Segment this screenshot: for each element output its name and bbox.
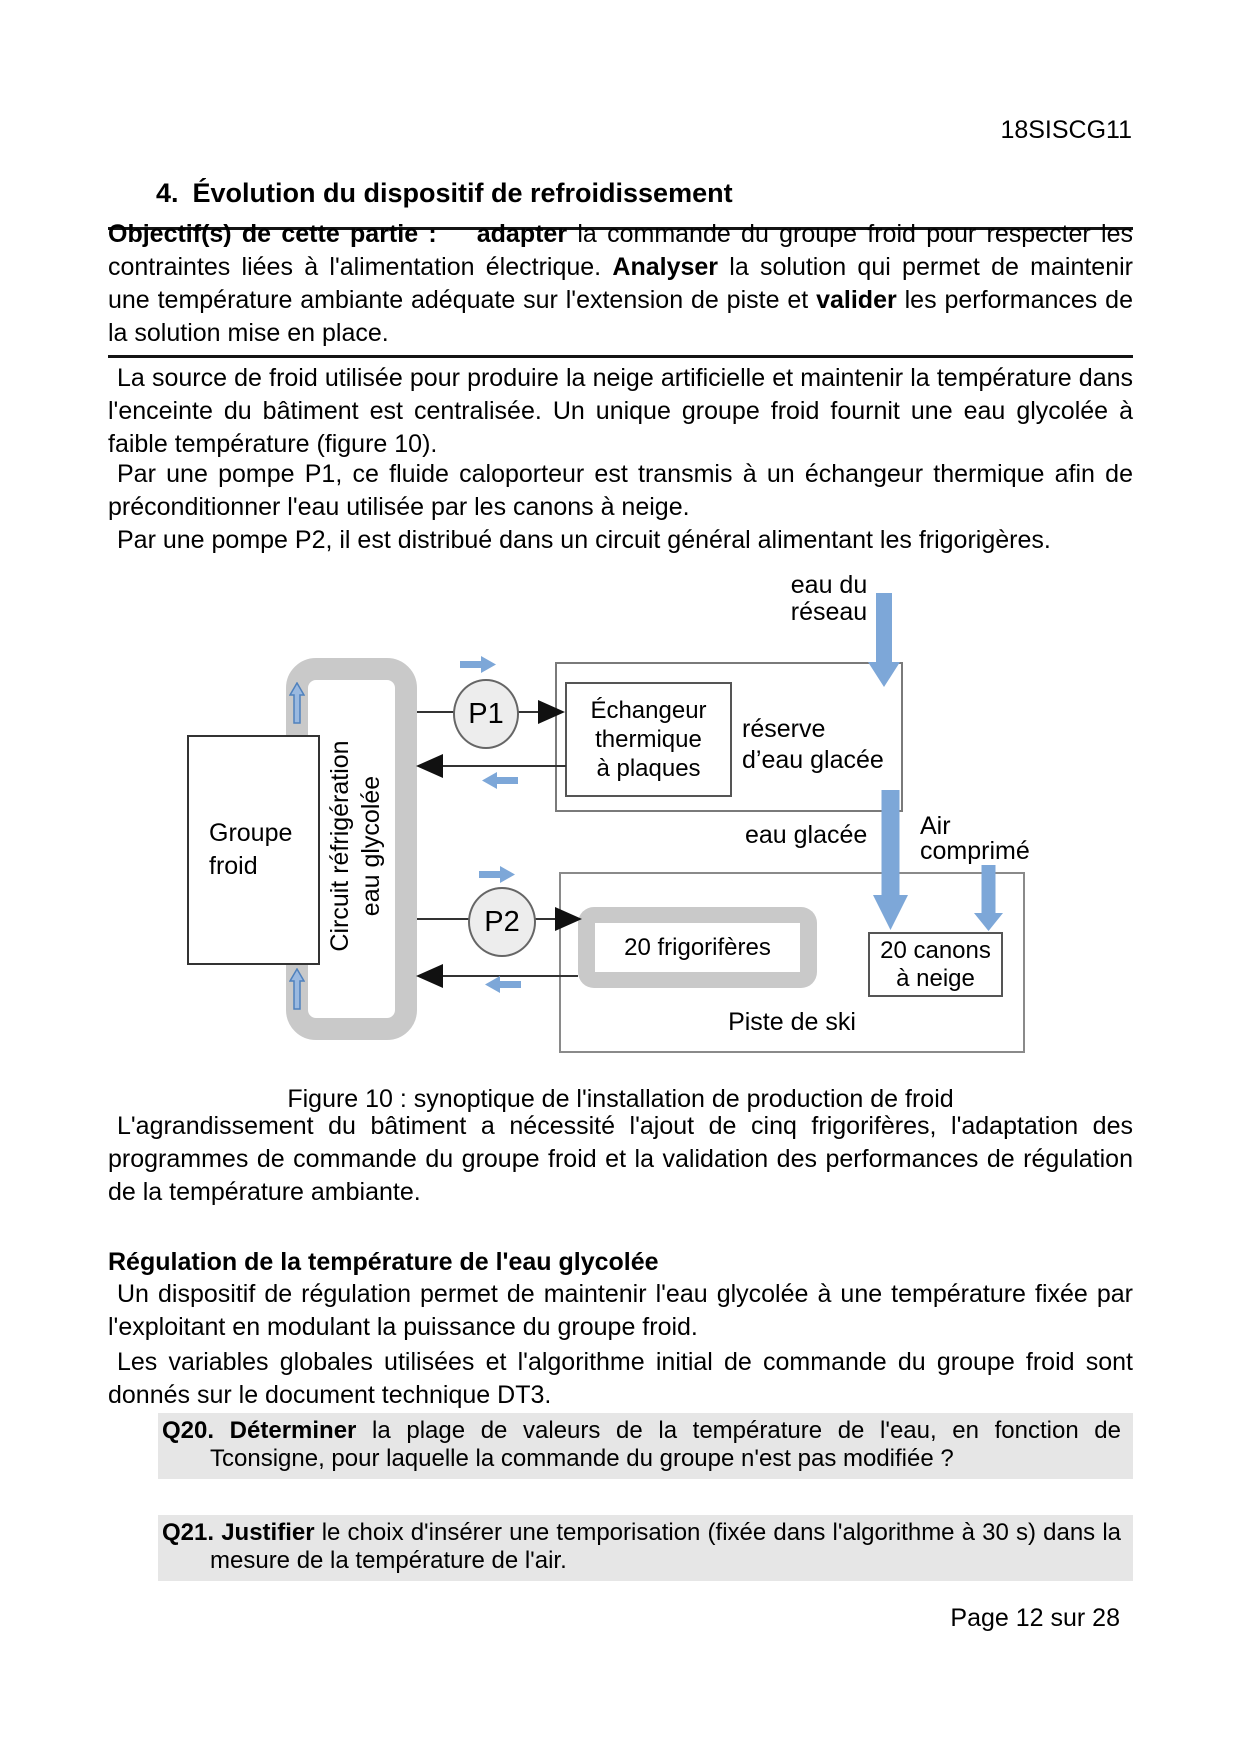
figure-caption: Figure 10 : synoptique de l'installation de production de froid [287,1085,954,1113]
question-q20 [158,1413,1133,1479]
canons-a-neige-label: 20 canons à neige [880,936,991,992]
q21-verb: Justifier [221,1519,315,1546]
echangeur-thermique-label: Échangeur thermique à plaques [590,697,707,782]
objectives-verb-adapter: adapter [476,220,568,248]
intro-paragraph-3: Par une pompe P2, il est distribué dans un circuit général alimentant les frigorigères. [117,526,1051,554]
section-number: 4. [156,178,179,208]
air-comprime-arrow-icon [974,865,1003,931]
piste-de-ski-label: Piste de ski [728,1008,856,1036]
page-indicator: Page 12 sur 28 [950,1604,1120,1632]
line-pipe-to-p1 [417,711,457,713]
objectives-label: Objectif(s) de cette partie : [108,220,437,248]
section-title-text: Évolution du dispositif de refroidissement [192,178,733,208]
flow-direction-right-icon [479,866,515,883]
pump-p2: P2 [468,887,536,957]
flow-arrowhead-return-p2 [416,964,443,988]
q20-text: la plage de valeurs de la température de l'eau, en fonction de Tconsigne, pour laquelle la commande du groupe n'est pas modifiée ? [210,1417,1122,1472]
line-echangeur-return [441,765,566,767]
objectives-seg3: les performances de la solution mise en place. [108,286,1133,347]
exam-code: 18SISCG11 [1000,116,1132,144]
regulation-paragraph-2: Les variables globales utilisées et l'algorithme initial de commande du groupe froid sont donnés sur le document technique DT3. [108,1348,1133,1409]
regulation-paragraph-1: Un dispositif de régulation permet de maintenir l'eau glycolée à une température fixée par l'exploitant en modulant la puissance du groupe froid. [108,1280,1133,1341]
intro-paragraph-2: Par une pompe P1, ce fluide caloporteur est transmis à un échangeur thermique afin de préconditionner l'eau utilisée par les canons à neige. [108,460,1133,521]
objectives-seg1: la commande du groupe froid pour respecter les contraintes liées à l'alimentation électrique. [108,220,1133,281]
flow-direction-right-icon [460,656,496,673]
circuit-refrigeration-label: Circuit réfrigération eau glycolée [326,740,385,952]
eau-glacee-label: eau glacée [745,821,868,849]
pipe-up-arrow-icon [289,968,305,1010]
pump-p1: P1 [453,679,519,749]
frigoriferes-box [578,907,817,988]
objectives-verb-valider: valider [816,286,897,314]
objectives-seg2: la solution qui permet de maintenir une température ambiante adéquate sur l'extension de piste et [108,253,1133,314]
q20-id: Q20. [162,1417,215,1444]
eau-du-reseau-label: eau du réseau [790,571,868,626]
groupe-froid-label: Groupe froid [209,819,293,880]
q21-id: Q21. [162,1519,215,1546]
after-figure-paragraph: L'agrandissement du bâtiment a nécessité l'ajout de cinq frigorifères, l'adaptation des programmes de commande du groupe froid et la validation des performances de régulation de la température ambiante. [108,1112,1133,1206]
echangeur-thermique-box [565,682,732,797]
canons-a-neige-box [868,932,1003,997]
line-pipe-to-p2 [417,918,470,920]
flow-arrowhead-into-echangeur [538,700,565,724]
flow-arrowhead-return-p1 [416,754,443,778]
air-comprime-label: Air comprimé [920,812,1030,865]
q20-verb: Déterminer [229,1417,357,1444]
groupe-froid-box [187,735,320,965]
regulation-heading: Régulation de la température de l'eau glycolée [108,1248,659,1276]
flow-direction-left-icon [482,772,518,789]
q21-text: le choix d'insérer une temporisation (fixée dans l'algorithme à 30 s) dans la mesure de la température de l'air. [210,1519,1122,1574]
flow-direction-left-icon [485,976,521,993]
reserve-eau-glacee-label: réserve d’eau glacée [742,715,884,774]
intro-paragraph-1: La source de froid utilisée pour produire la neige artificielle et maintenir la température dans l'enceinte du bâtiment est centralisée. Un unique groupe froid fournit une eau glycolée à faible température (figure 10). [108,364,1133,458]
question-q21 [158,1515,1133,1581]
frigoriferes-label: 20 frigorifères [595,923,800,972]
pipe-up-arrow-icon [289,682,305,724]
objectives-verb-analyser: Analyser [612,253,719,281]
eau-glacee-arrow-icon [873,790,908,930]
flow-arrowhead-into-frigoriferes [555,907,582,931]
